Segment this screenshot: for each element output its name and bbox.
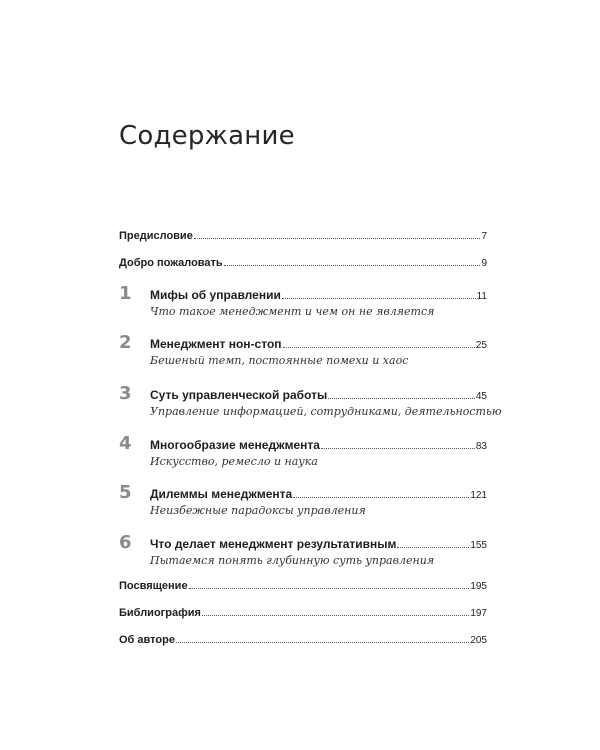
chapter-number: 4 (119, 433, 132, 454)
chapter-subtitle: Что такое менеджмент и чем он не является (150, 305, 435, 318)
toc-chapter-1[interactable] (119, 283, 487, 318)
toc-page-number: 195 (470, 581, 487, 592)
toc-page-number: 25 (475, 340, 487, 351)
toc-entry-preface[interactable] (119, 230, 487, 242)
toc-page-number: 155 (470, 540, 487, 551)
chapter-number: 1 (119, 283, 132, 304)
toc-entry-about-author[interactable] (119, 634, 487, 646)
toc-entry-title: Суть управленческой работы (150, 388, 328, 402)
toc-chapter-5[interactable] (119, 482, 487, 517)
dot-leader (176, 641, 469, 643)
chapter-number: 6 (119, 532, 132, 553)
toc-entry-title: Многообразие менеджмента (150, 438, 320, 452)
toc-entry-dedication[interactable] (119, 580, 487, 592)
toc-page-number: 121 (470, 490, 487, 501)
dot-leader (202, 614, 469, 616)
chapter-subtitle: Управление информацией, сотрудниками, деятельностью (150, 405, 502, 418)
toc-page-number: 11 (476, 291, 487, 302)
toc-chapter-4[interactable] (119, 433, 487, 468)
dot-leader (282, 297, 476, 299)
dot-leader (224, 264, 481, 266)
toc-page-number: 9 (481, 258, 487, 269)
dot-leader (283, 346, 475, 348)
toc-entry-bibliography[interactable] (119, 607, 487, 619)
toc-entry-title: Об авторе (119, 634, 175, 646)
toc-entry-title: Менеджмент нон-стоп (150, 337, 282, 351)
toc-entry-title: Предисловие (119, 230, 193, 242)
chapter-subtitle: Пытаемся понять глубинную суть управления (150, 554, 435, 567)
page-title: Содержание (119, 121, 295, 152)
dot-leader (194, 237, 481, 239)
toc-chapter-6[interactable] (119, 532, 487, 567)
dot-leader (397, 546, 469, 548)
toc-chapter-3[interactable] (119, 383, 502, 418)
toc-entry-title: Библиография (119, 607, 201, 619)
toc-chapter-2[interactable] (119, 332, 487, 367)
dot-leader (321, 447, 475, 449)
toc-entry-title: Добро пожаловать (119, 257, 223, 269)
chapter-number: 5 (119, 482, 132, 503)
toc-entry-title: Дилеммы менеджмента (150, 487, 293, 501)
dot-leader (328, 397, 475, 399)
dot-leader (189, 587, 470, 589)
chapter-number: 3 (119, 383, 132, 404)
toc-entry-title: Посвящение (119, 580, 188, 592)
toc-entry-title: Мифы об управлении (150, 288, 281, 302)
toc-page-number: 45 (475, 391, 487, 402)
toc-page-number: 197 (470, 608, 487, 619)
dot-leader (293, 496, 469, 498)
chapter-subtitle: Неизбежные парадоксы управления (150, 504, 366, 517)
chapter-subtitle: Искусство, ремесло и наука (150, 455, 318, 468)
toc-entry-title: Что делает менеджмент результативным (150, 537, 397, 551)
toc-page-number: 7 (481, 231, 487, 242)
chapter-number: 2 (119, 332, 132, 353)
toc-page-number: 83 (475, 441, 487, 452)
chapter-subtitle: Бешеный темп, постоянные помехи и хаос (150, 354, 409, 367)
toc-entry-welcome[interactable] (119, 257, 487, 269)
toc-page-number: 205 (470, 635, 487, 646)
